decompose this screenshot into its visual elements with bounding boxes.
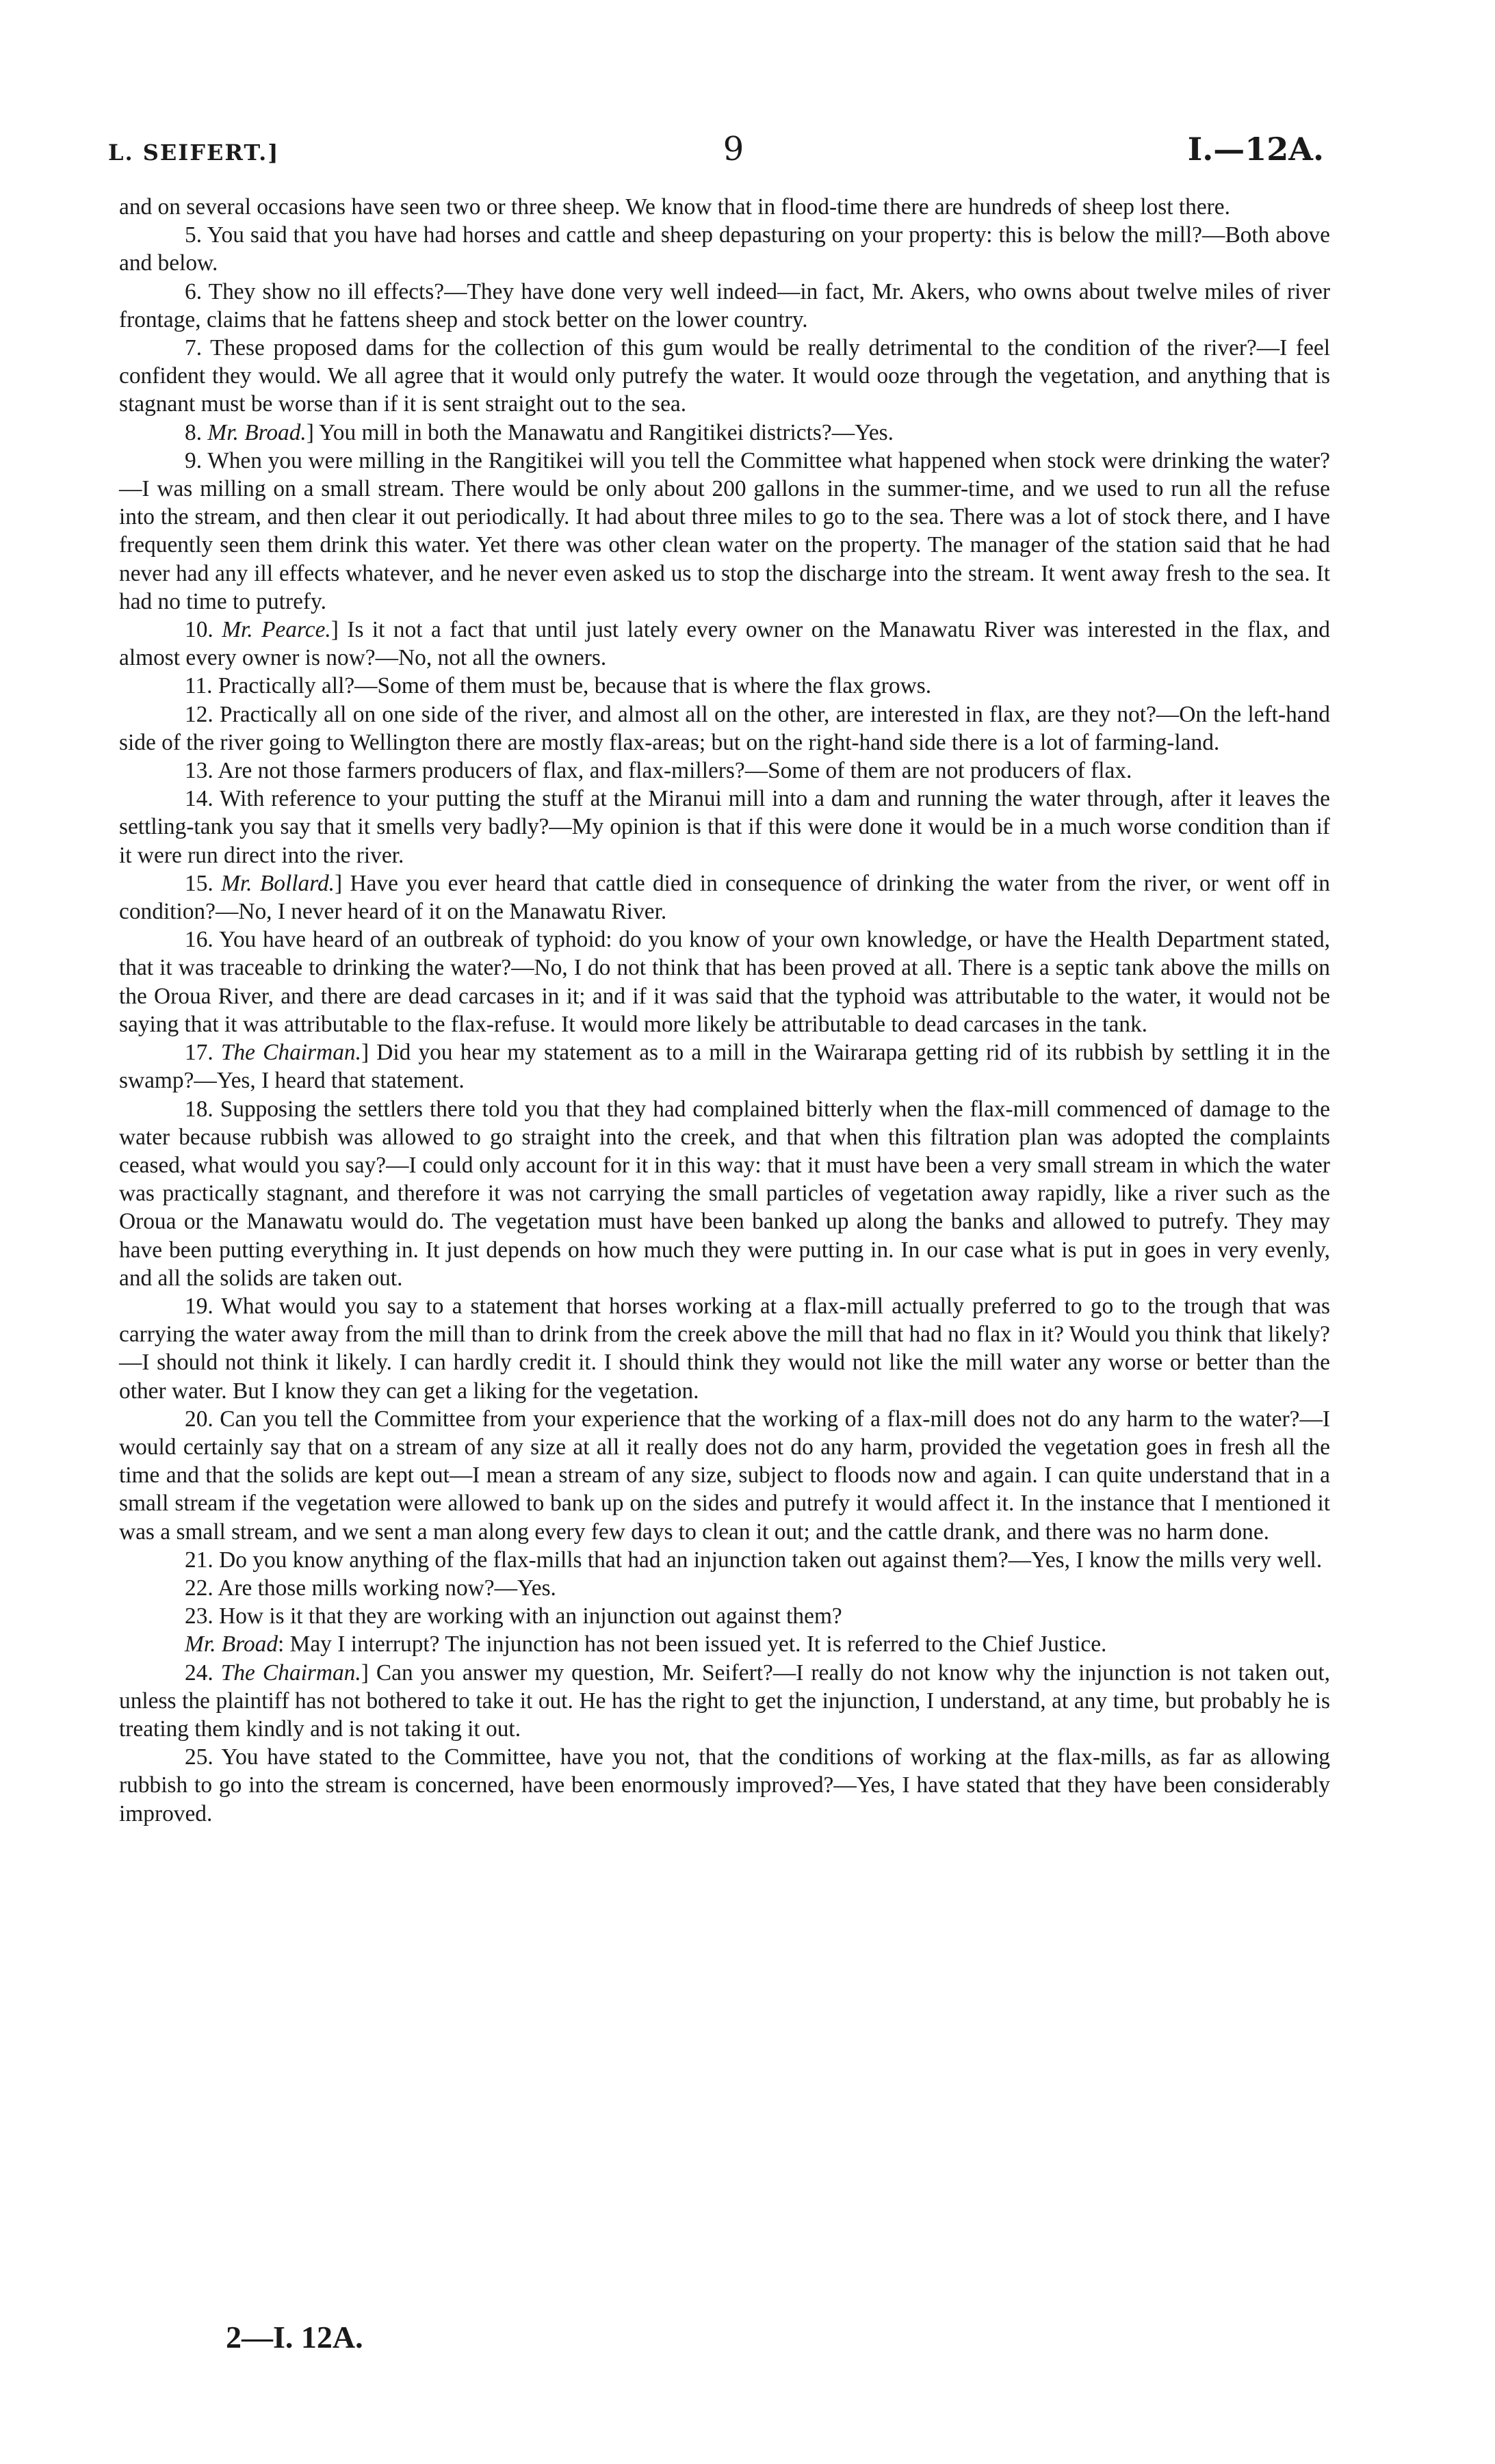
signature-mark: 2—I. 12A. (226, 2320, 363, 2355)
paragraph-text: 23. How is it that they are working with an injunction out against them? (185, 1603, 842, 1629)
evidence-body (119, 193, 1330, 1828)
evidence-paragraph (119, 419, 1330, 447)
paragraph-text: 13. Are not those farmers producers of flax, and flax-millers?—Some of them are not producers of flax. (185, 758, 1132, 784)
paragraph-text: 25. You have stated to the Committee, have you not, that the conditions of working at the flax-mills, as far as allowing rubbish to go into the stream is concerned, have been enormously improved?—Yes, I have stated that they have been considerably improved. (119, 1744, 1330, 1826)
paragraph-text: Have you ever heard that cattle died in consequence of drinking the water from the river, or went off in condition?—No, I never heard of it on the Manawatu River. (119, 870, 1330, 925)
evidence-paragraph (119, 193, 1330, 221)
page-number: 9 (723, 130, 744, 168)
paragraph-text: 19. What would you say to a statement that horses working at a flax-mill actually preferred to go to the trough that was carrying the water away from the mill than to drink from the creek above the mill that had no flax in it? Would you think that likely?—I should not think it likely. I can hardly credit it. I should think they would not like the mill water any worse or better than the other water. But I know they can get a liking for the vegetation. (119, 1293, 1330, 1404)
evidence-paragraph (119, 757, 1330, 785)
speaker-label: Mr. Broad: (185, 1631, 285, 1657)
paragraph-text: May I interrupt? The injunction has not been issued yet. It is referred to the Chief Justice. (284, 1631, 1107, 1657)
page-header (108, 130, 1324, 185)
evidence-paragraph (119, 616, 1330, 672)
paragraph-text: 7. These proposed dams for the collection of this gum would be really detrimental to the condition of the river?—I feel confident they would. We all agree that it would only putrefy the water. It would ooze through the vegetation, and anything that is stagnant must be worse than if it is sent straight out to the sea. (119, 335, 1330, 417)
evidence-paragraph (119, 869, 1330, 926)
evidence-paragraph (119, 926, 1330, 1038)
evidence-paragraph (119, 1292, 1330, 1405)
evidence-paragraph (119, 221, 1330, 277)
evidence-paragraph (119, 1574, 1330, 1602)
evidence-paragraph (119, 1095, 1330, 1292)
evidence-paragraph (119, 1659, 1330, 1744)
speaker-label: 8. Mr. Broad.] (185, 419, 314, 445)
evidence-paragraph (119, 447, 1330, 616)
evidence-paragraph (119, 785, 1330, 869)
paragraph-text: 12. Practically all on one side of the river, and almost all on the other, are interested in flax, are they not?—On the left-hand side of the river going to Wellington there are mostly flax-areas; but on the right-hand side there is a lot of farming-land. (119, 701, 1330, 755)
evidence-paragraph (119, 1743, 1330, 1828)
paragraph-text: Can you answer my question, Mr. Seifert?—I really do not know why the injunction is not taken out, unless the plaintiff has not bothered to take it out. He has the right to get the injunction, I understand, at any time, but probably he is treating them kindly and is not taking it out. (119, 1660, 1330, 1742)
evidence-paragraph (119, 700, 1330, 757)
paragraph-text: You mill in both the Manawatu and Rangitikei districts?—Yes. (313, 419, 894, 445)
document-reference: I.—12A. (1187, 131, 1324, 168)
paragraph-text: 14. With reference to your putting the stuff at the Miranui mill into a dam and running the water through, after it leaves the settling-tank you say that it smells very badly?—My opinion is that if this were done it would be in a much worse condition than if it were run direct into the river. (119, 786, 1330, 868)
running-head-witness: L. SEIFERT.] (108, 140, 280, 166)
speaker-label: 10. Mr. Pearce.] (185, 617, 339, 643)
paragraph-text: 5. You said that you have had horses and cattle and sheep depasturing on your property: this is below the mill?—Both above and below. (119, 222, 1330, 276)
paragraph-text: Did you hear my statement as to a mill in the Wairarapa getting rid of its rubbish by settling it in the swamp?—Yes, I heard that statement. (119, 1040, 1330, 1094)
evidence-paragraph (119, 1602, 1330, 1630)
evidence-paragraph (119, 1546, 1330, 1574)
paragraph-text: 21. Do you know anything of the flax-mills that had an injunction taken out against them?—Yes, I know the mills very well. (185, 1547, 1323, 1573)
speaker-label: 17. The Chairman.] (185, 1040, 369, 1066)
paragraph-text: and on several occasions have seen two or three sheep. We know that in flood-time there are hundreds of sheep lost there. (119, 194, 1230, 220)
paragraph-text: 18. Supposing the settlers there told you that they had complained bitterly when the flax-mill commenced of damage to the water because rubbish was allowed to go straight into the creek, and that when this filtration plan was adopted the complaints ceased, what would you say?—I could only account for it in this way: that it must have been a very small stream in which the water was practically stagnant, and therefore it was not carrying the small particles of vegetation away rapidly, like a river such as the Oroua or the Manawatu would do. The vegetation must have been banked up along the banks and allowed to putrefy. They may have been putting everything in. It just depends on how much they were putting in. In our case what is put in goes in very evenly, and all the solids are taken out. (119, 1096, 1330, 1291)
evidence-paragraph (119, 1038, 1330, 1095)
evidence-paragraph (119, 1630, 1330, 1658)
evidence-paragraph (119, 672, 1330, 700)
evidence-paragraph (119, 334, 1330, 419)
paragraph-text: 6. They show no ill effects?—They have done very well indeed—in fact, Mr. Akers, who owns about twelve miles of river frontage, claims that he fattens sheep and stock better on the lower country. (119, 278, 1330, 332)
paragraph-text: 11. Practically all?—Some of them must be, because that is where the flax grows. (185, 673, 932, 699)
paragraph-text: 9. When you were milling in the Rangitikei will you tell the Committee what happened when stock were drinking the water?—I was milling on a small stream. There would be only about 200 gallons in the summer-time, and we used to run all the refuse into the stream, and then clear it out periodically. It had about three miles to go to the sea. There was a lot of stock there, and I have frequently seen them drink this water. Yet there was other clean water on the property. The manager of the station said that he had never had any ill effects whatever, and he never even asked us to stop the discharge into the stream. It went away fresh to the sea. It had no time to putrefy. (119, 447, 1330, 614)
speaker-label: 15. Mr. Bollard.] (185, 870, 343, 896)
paragraph-text: Is it not a fact that until just lately every owner on the Manawatu River was interested in the flax, and almost every owner is now?—No, not all the owners. (119, 617, 1330, 671)
paragraph-text: 22. Are those mills working now?—Yes. (185, 1575, 556, 1601)
evidence-paragraph (119, 278, 1330, 334)
paragraph-text: 20. Can you tell the Committee from your experience that the working of a flax-mill does not do any harm to the water?—I would certainly say that on a stream of any size at all it really does not do any harm, provided the vegetation goes in fresh all the time and that the solids are kept out—I mean a stream of any size, subject to floods now and again. I can quite understand that in a small stream if the vegetation were allowed to bank up on the sides and putrefy it would affect it. In the instance that I mentioned it was a small stream, and we sent a man along every few days to clean it out; and the cattle drank, and there was no harm done. (119, 1406, 1330, 1545)
speaker-label: 24. The Chairman.] (185, 1660, 369, 1686)
paragraph-text: 16. You have heard of an outbreak of typhoid: do you know of your own knowledge, or have the Health Department stated, that it was traceable to drinking the water?—No, I do not think that has been proved at all. There is a septic tank above the mills on the Oroua River, and there are dead carcases in it; and if it was said that the typhoid was attributable to the water, it would not be saying that it was attributable to the flax-refuse. It would more likely be attributable to dead carcases in the tank. (119, 927, 1330, 1037)
evidence-paragraph (119, 1405, 1330, 1546)
